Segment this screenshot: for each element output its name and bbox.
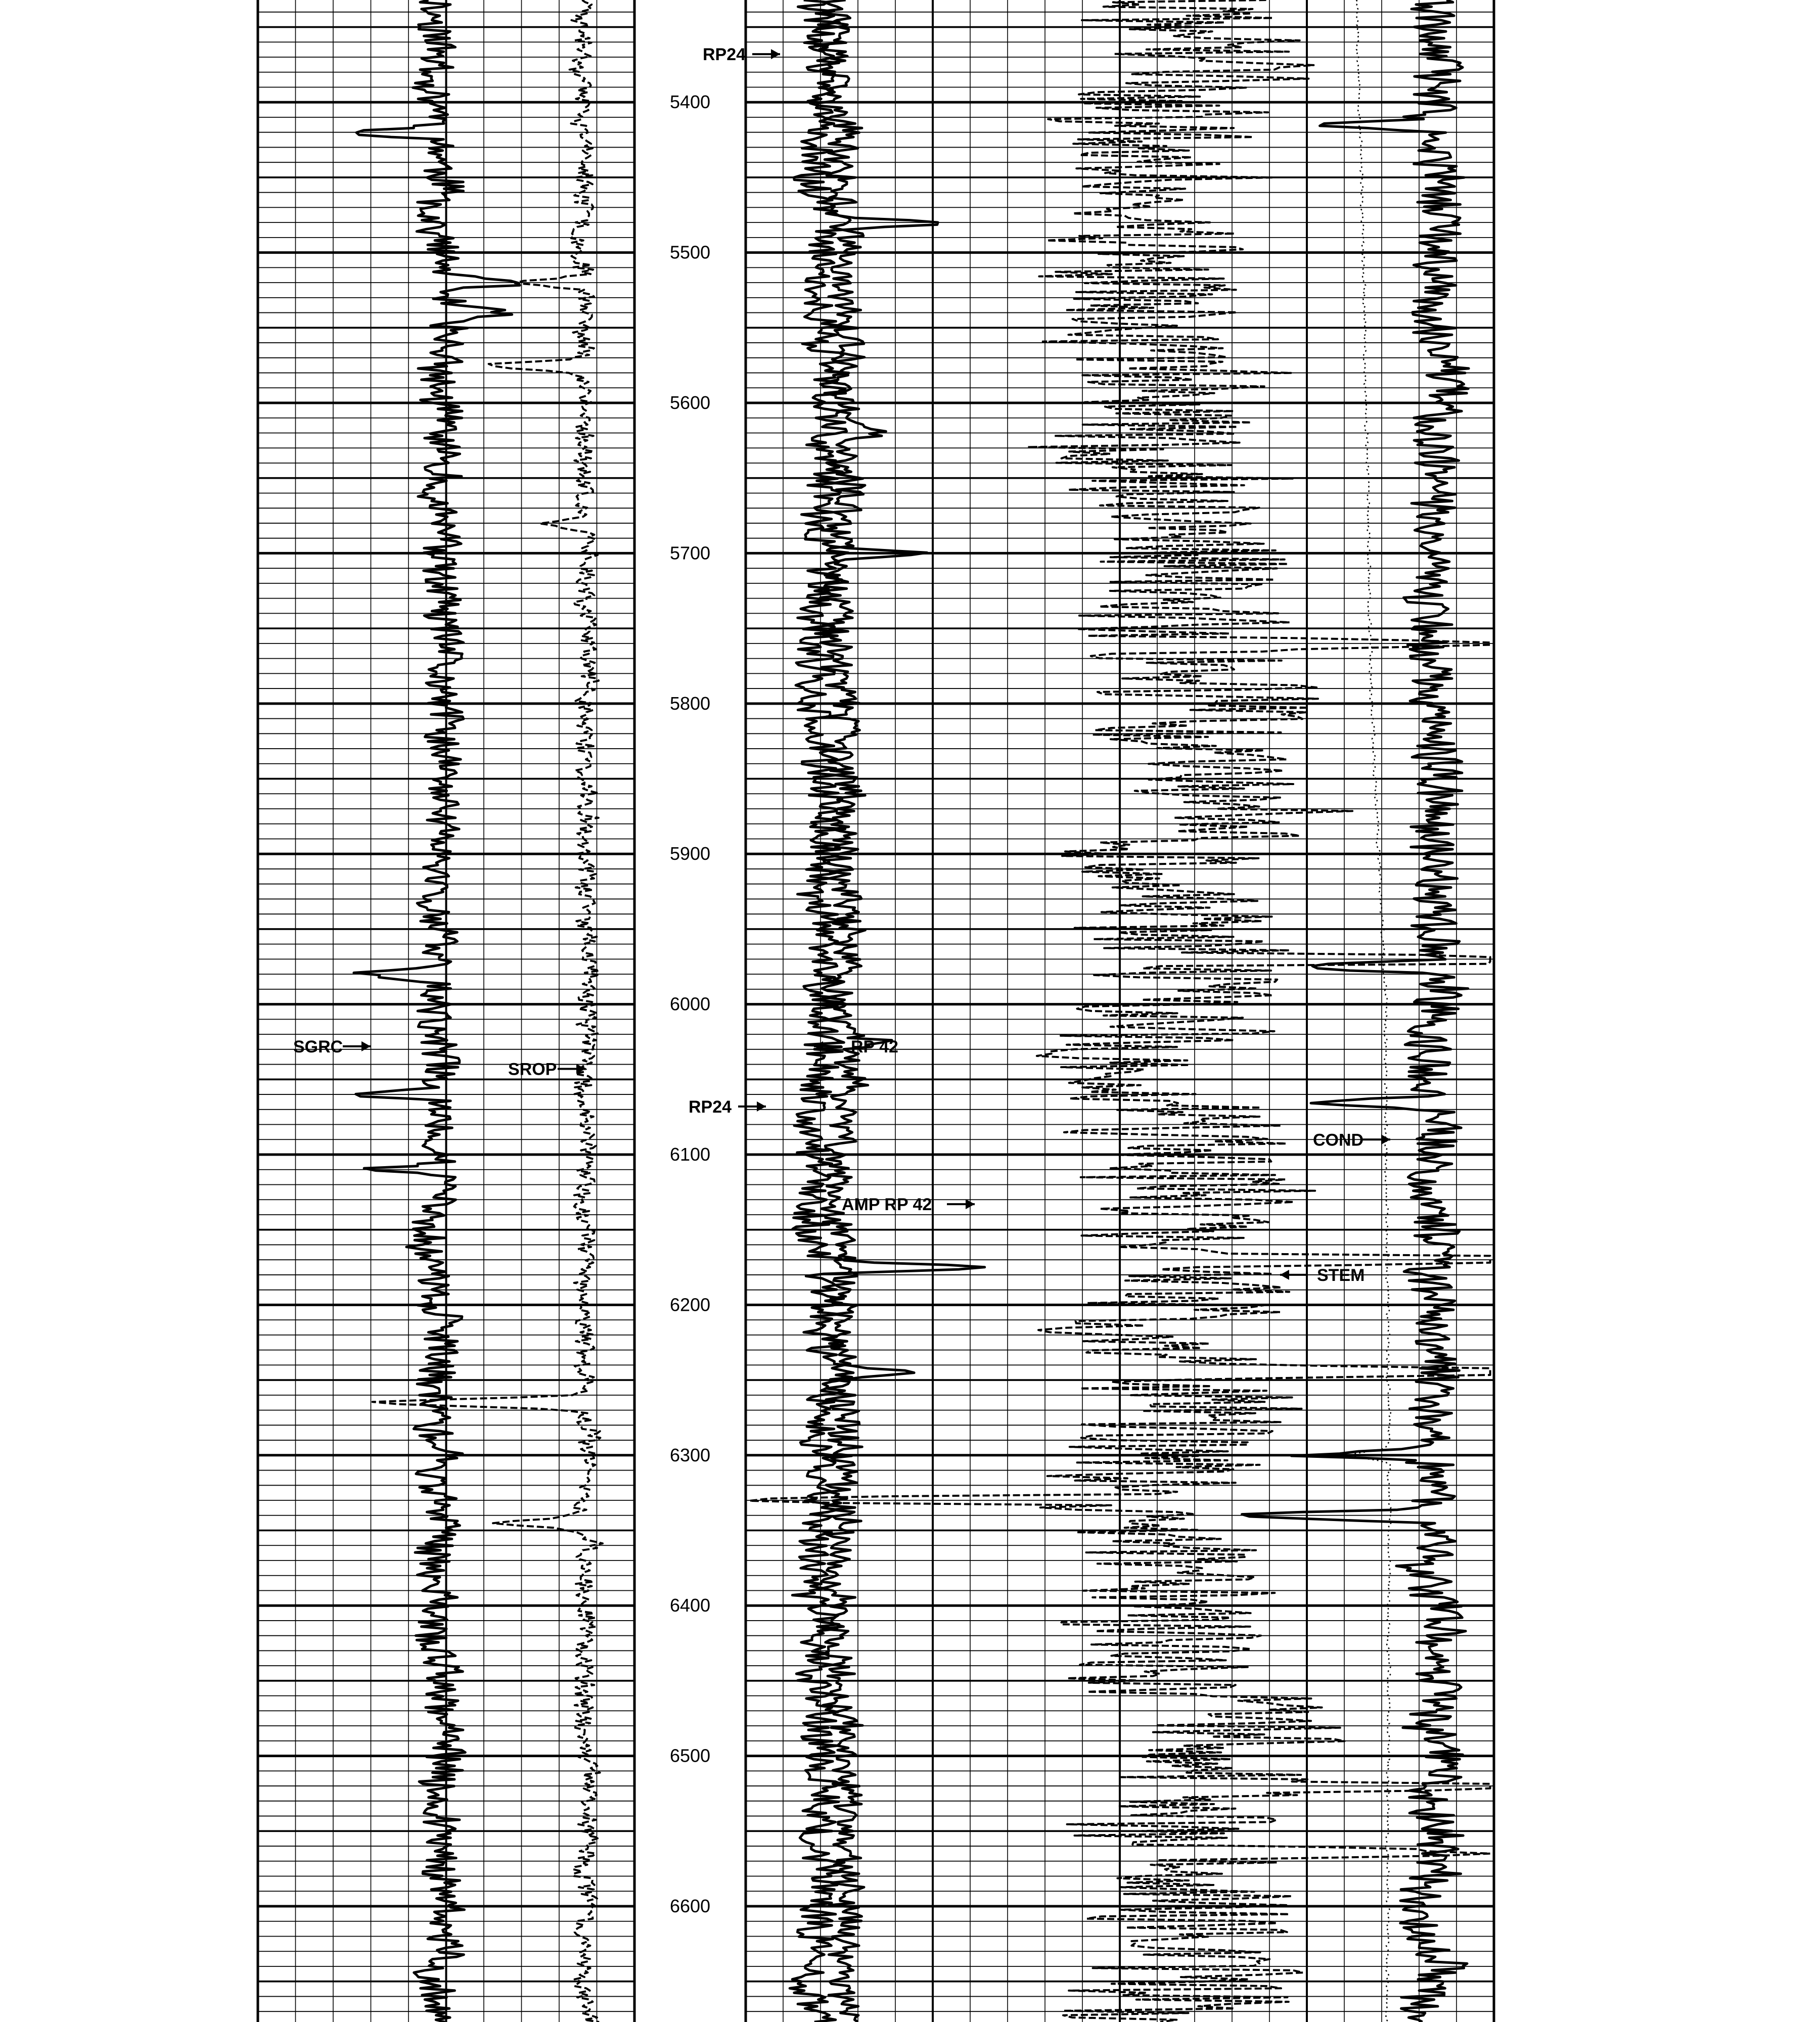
annotation-label: RP24 <box>703 45 746 65</box>
annotation-rp24 <box>689 1097 766 1117</box>
curve-srop <box>373 0 603 2022</box>
annotation-arrow-head <box>1280 1270 1289 1280</box>
annotation-label: RP 42 <box>851 1037 898 1056</box>
annotation-arrow-head <box>361 1041 371 1051</box>
annotation-arrow-head <box>1381 1134 1390 1144</box>
annotation-srop <box>508 1060 585 1079</box>
annotation-arrow-head <box>757 1101 766 1112</box>
annotation-label: COND <box>1313 1130 1364 1150</box>
depth-tick-label: 5600 <box>669 392 711 413</box>
depth-axis <box>670 91 710 1916</box>
curve-stem <box>1354 0 1391 2022</box>
annotation-cond <box>1313 1130 1390 1150</box>
depth-tick-label: 5700 <box>669 542 711 564</box>
depth-tick-label: 6300 <box>669 1444 711 1465</box>
annotation-label: SROP <box>508 1060 557 1079</box>
depth-tick-label: 5500 <box>669 242 711 263</box>
annotation-label: SGRC <box>293 1037 343 1056</box>
curve-rp24 <box>790 0 985 2022</box>
annotation-amp-rp-42 <box>842 1195 975 1214</box>
depth-tick-label: 6500 <box>669 1745 711 1766</box>
annotation-label: AMP RP 42 <box>842 1195 932 1215</box>
depth-tick-label: 5900 <box>669 843 711 864</box>
depth-tick-label: 6200 <box>669 1294 711 1315</box>
annotation-sgrc <box>293 1037 371 1056</box>
annotation-arrow-head <box>771 49 780 59</box>
annotation-rp24 <box>703 45 780 64</box>
curve-sgrc <box>354 0 520 2022</box>
depth-tick-label: 5400 <box>669 91 711 113</box>
log-curves <box>354 0 1490 2022</box>
depth-tick-label: 6600 <box>669 1896 711 1917</box>
depth-tick-label: 5800 <box>669 693 711 714</box>
annotation-label: STEM <box>1317 1265 1365 1285</box>
depth-tick-label: 6400 <box>669 1595 711 1616</box>
annotation-label: RP24 <box>689 1097 732 1117</box>
depth-tick-label: 6000 <box>669 993 711 1015</box>
annotation-stem <box>1280 1266 1364 1285</box>
depth-tick-label: 6100 <box>669 1144 711 1165</box>
